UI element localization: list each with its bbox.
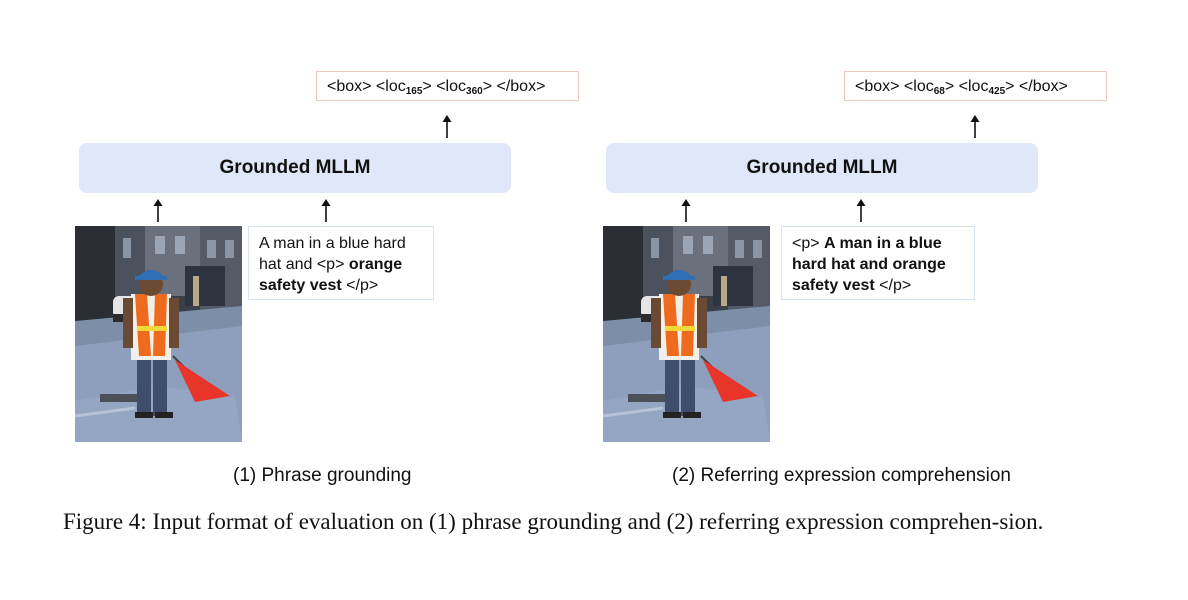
- model-block: Grounded MLLM: [79, 143, 511, 193]
- output-token-mid: > <loc: [422, 78, 467, 95]
- output-token-open: <box> <loc: [855, 78, 934, 95]
- output-box-tokens: [844, 71, 1107, 101]
- output-token-mid: > <loc: [944, 78, 989, 95]
- input-image-worker: [603, 226, 770, 442]
- output-token-open: <box> <loc: [327, 78, 406, 95]
- input-text-tail: </p>: [874, 277, 912, 294]
- input-text-phrase: A man in a blue hard hat and orange safety vest: [792, 235, 946, 294]
- subfigure-caption: (2) Referring expression comprehension: [672, 465, 1011, 486]
- arrow-up-icon: [969, 115, 981, 139]
- loc-index-1: 165: [405, 86, 423, 97]
- model-block: Grounded MLLM: [606, 143, 1038, 193]
- input-text-phrase: orange safety vest: [259, 256, 403, 294]
- panel-referring-expression: [528, 0, 1088, 486]
- input-text-plain: <p>: [792, 235, 825, 252]
- subfigure-caption: (1) Phrase grounding: [233, 465, 412, 486]
- input-text-tail: </p>: [341, 277, 379, 294]
- loc-index-1: 68: [933, 86, 945, 97]
- figure-caption: Figure 4: Input format of evaluation on (1) phrase grounding and (2) referring expression comprehen-sion.: [63, 509, 1044, 534]
- arrow-up-icon: [441, 115, 453, 139]
- output-token-close: > </box>: [482, 78, 546, 95]
- input-text-box: [781, 226, 975, 300]
- arrow-up-icon: [855, 199, 867, 223]
- arrow-up-icon: [152, 199, 164, 223]
- input-image-worker: [75, 226, 242, 442]
- panel-phrase-grounding: [0, 0, 560, 486]
- output-token-close: > </box>: [1005, 78, 1068, 95]
- arrow-up-icon: [680, 199, 692, 223]
- loc-index-2: 425: [988, 86, 1006, 97]
- loc-index-2: 360: [466, 86, 483, 97]
- arrow-up-icon: [320, 199, 332, 223]
- input-text-plain: A man in a blue hard hat and <p>: [259, 235, 406, 273]
- input-text-box: [248, 226, 434, 300]
